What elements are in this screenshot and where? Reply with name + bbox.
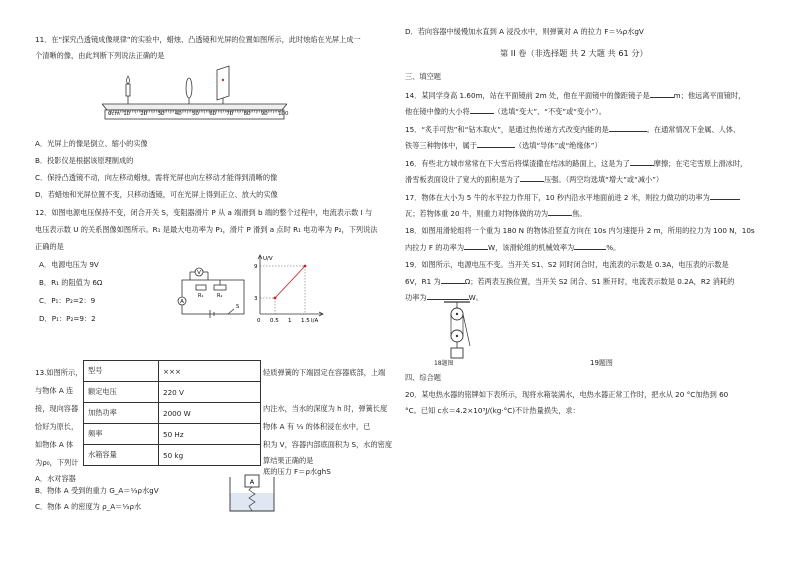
q11-option-c: C．保持凸透镜不动，向左移动蜡烛，需将光屏也向左移动才能得到清晰的像 — [35, 173, 278, 182]
q20-line-2: °C。已知 c水＝4.2×10³J/(kg·°C)不计热量损失，求： — [405, 406, 580, 415]
q13-option-a: A．水对容器 — [35, 474, 76, 483]
q17-line-2: 瓦；若物体重 20 牛，则重力对物体做的功为 焦。 — [405, 209, 587, 218]
ruler-unit: 0cm — [108, 111, 120, 117]
switch-label: S — [236, 304, 240, 310]
q11-option-d: D．若蜡烛和光屏位置不变，只移动透镜，可在光屏上得到正立、放大的实像 — [35, 190, 278, 199]
q13-option-d: D．若向容器中缓慢加水直到 A 浸没水中，则弹簧对 A 的拉力 F＝⅓ρ水gV — [405, 27, 644, 36]
ammeter-label: A — [180, 299, 184, 306]
q15-line-2: 铁等三种物体中，属于 （选填“导体”或“绝缘体”） — [405, 141, 602, 150]
graph-y-tick-3: 3 — [254, 296, 258, 302]
graph-x-tick-1: 1 — [288, 318, 292, 324]
table-row: 加热功率 2000 W — [84, 403, 261, 424]
q19-line-2: 6V，R1 为 Ω；若两表互换位置，当开关 S2 闭合、S1 断开时，电流表示数是 0.2A，R2 消耗的 — [405, 277, 735, 286]
q13-right-7: 底的压力 F＝ρ水ghS — [263, 467, 331, 476]
q13-line-2: 与物体 A 连 — [35, 386, 74, 395]
q13-line-5: 如物体 A 体 — [35, 440, 74, 449]
q12-option-c: C．P₁：P₂=2：9 — [39, 296, 96, 305]
figure-19-caption: 19题图 — [590, 359, 613, 367]
ruler-tick-label: 30 — [157, 111, 165, 117]
q16-line-2: 滑雪板表面设计了宽大的面积是为了 压强。（两空均选填“增大”或“减小”） — [405, 175, 664, 184]
q15-line-1: 15．“炙手可热”和“钻木取火”，是通过热传递方式改变内能的是 。在通常情况下金属、人体、 — [405, 125, 741, 134]
q13-line-6: 为ρ₀，下列计 — [35, 458, 79, 467]
graph-x-tick-05: 0.5 — [270, 318, 279, 324]
q12-circuit-diagram — [176, 266, 248, 320]
q13-right-5: 积为 V，容器内部底面积为 S，水的密度 — [263, 440, 393, 449]
r1-label: R₁ — [198, 293, 204, 299]
q17-line-1: 17．物体在大小为 5 牛的水平拉力作用下，10 秒内沿水平地面前进 2 米，则拉力做功的功率为 — [405, 191, 740, 203]
ruler-tick-label: 100 — [278, 111, 289, 117]
voltmeter-label: V — [197, 270, 201, 277]
part-3-heading: 三、填空题 — [405, 72, 441, 81]
q12-ui-graph — [250, 252, 325, 324]
q20-line-1: 20．某电热水器的铭牌如下表所示，现将水箱装满水，电热水器正常工作时，把水从 20 °C加热到 60 — [405, 390, 729, 399]
q13-option-b: B．物体 A 受到的重力 G_A＝⅓ρ水gV — [35, 486, 159, 495]
section-title: 第 II 卷（非选择题 共 2 大题 共 61 分） — [500, 48, 648, 58]
q13-line-3: 接，现向容器 — [35, 404, 79, 413]
ruler-tick-label: 50 — [192, 111, 199, 117]
ruler-tick-label: 60 — [209, 111, 217, 117]
table-row: 频率 50 Hz — [84, 424, 261, 445]
graph-x-tick-0: 0 — [257, 318, 261, 324]
q12-stem-3: 正确的是 — [35, 242, 64, 251]
q12-stem-2: 电压表示数 U 的关系图像如图所示。R₁ 是最大电功率为 P₁，滑片 P 滑到 a 点时 R₁ 电功率为 P₂，下列说法 — [35, 225, 378, 234]
q13-right-3: 内注水，当水的深度为 h 时，弹簧长度 — [263, 404, 388, 413]
q13-right-4: 物体 A 有 ⅓ 的体积浸在水中，已 — [263, 422, 371, 431]
ruler-tick-label: 20 — [140, 111, 148, 117]
ruler-tick-label: 90 — [260, 111, 268, 117]
q18-line-2: 内拉力 F 的功率为 W，该滑轮组的机械效率为 %。 — [405, 243, 621, 252]
q13-right-6: 算结果正确的是 — [263, 456, 314, 465]
figure-18-caption: 18题图 — [434, 360, 454, 367]
q13-line-4: 恰好为原长， — [35, 422, 79, 431]
graph-x-tick-15: 1.5 — [301, 318, 310, 324]
q16-line-1: 16．有些北方城市常常在下大雪后将煤渣撒在结冰的路面上，这是为了 摩擦；在宅宅雪原上滑冰时， — [405, 159, 748, 168]
q13-right-1: 轻质弹簧的下端固定在容器底部，上端 — [263, 368, 386, 377]
ruler-tick-label: 10 — [123, 111, 131, 117]
q19-line-1: 19．如图所示，电源电压不变。当开关 S1、S2 同时闭合时，电流表的示数是 0.3A，电压表的示数是 — [405, 260, 729, 269]
table-row: 水箱容量 50 kg — [84, 445, 261, 466]
q12-option-a: A．电源电压为 9V — [39, 260, 99, 269]
table-row: 型号 ××× — [84, 361, 261, 382]
ruler-tick-label: 40 — [174, 111, 182, 117]
graph-x-label: I/A — [311, 318, 319, 324]
block-a-label: A — [249, 478, 255, 486]
q14-line-1: 14．某同学身高 1.60m，站在平面镜前 2m 处，他在平面镜中的像距镜子是 m；他远离平面镜时， — [405, 91, 746, 100]
q14-line-2: 他在镜中像的大小将 （选填“变大”、“不变”或“变小”）。 — [405, 107, 606, 116]
q11-option-b: B．投影仪是根据该原理制成的 — [35, 156, 134, 165]
q12-stem-1: 12．如图电源电压保持不变，闭合开关 S，变阻器滑片 P 从 a 端滑到 b 端的整个过程中，电流表示数 I 与 — [35, 208, 373, 217]
graph-y-label: U/V — [263, 256, 273, 262]
q18-pulley-figure — [440, 300, 474, 362]
q13-option-c: C．物体 A 的密度为 ρ_A＝⅓ρ水 — [35, 502, 142, 511]
q13-container-figure — [226, 473, 278, 513]
q11-option-a: A．光屏上的像是倒立、缩小的实像 — [35, 139, 148, 148]
ruler-tick-label: 70 — [226, 111, 234, 117]
part-4-heading: 四、综合题 — [405, 373, 441, 382]
q12-option-b: B．R₁ 的阻值为 6Ω — [39, 278, 103, 287]
q19-line-3: 功率为 W。 — [405, 293, 483, 302]
q11-stem-2: 个清晰的像，由此判断下列说法正确的是 — [35, 51, 165, 60]
q18-line-1: 18．如图用滑轮组将一个重为 180 N 的物体沿竖直方向在 10s 内匀速提升 2 m，所用的拉力为 100 N，10s — [405, 226, 755, 235]
q13-line-1: 13.如图所示， — [35, 368, 83, 377]
graph-y-tick-9: 9 — [254, 264, 258, 270]
q12-option-d: D．P₁：P₂=9：2 — [39, 314, 96, 323]
q11-stem-1: 11．在“探究凸透镜成像规律”的实验中，蜡烛、凸透镜和光屏的位置如图所示，此时烛焰在光屏上成一 — [35, 35, 361, 44]
r2-label: R₂ — [217, 293, 223, 299]
ruler-tick-label: 80 — [243, 111, 251, 117]
heater-spec-table — [83, 360, 261, 466]
table-row: 额定电压 220 V — [84, 382, 261, 403]
